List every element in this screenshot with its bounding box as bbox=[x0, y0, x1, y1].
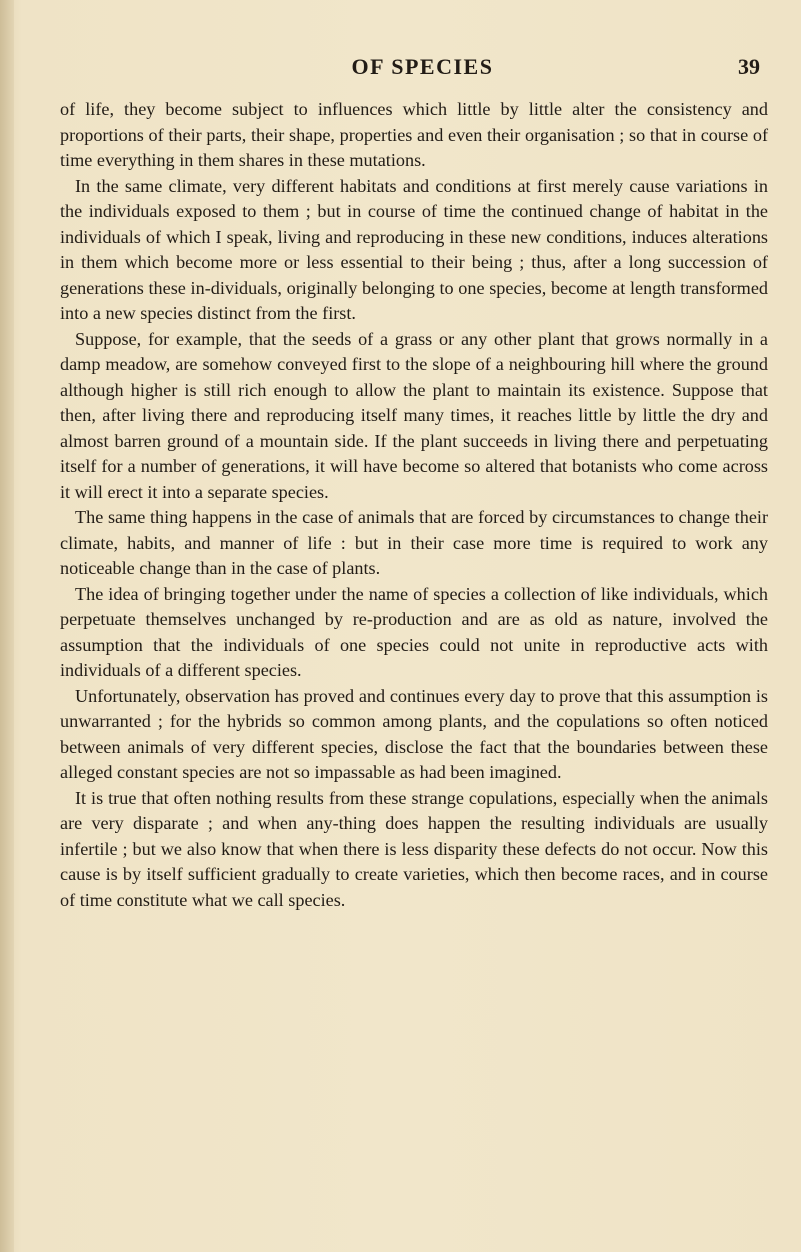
paragraph: The same thing happens in the case of animals that are forced by circumstances to change their climate, habits, and manner of life : but in their case more time is required to work any noticeable change than in the case of plants. bbox=[60, 507, 768, 578]
paragraph: It is true that often nothing results from these strange copulations, especially when the animals are very disparate ; and when any-thing does happen the resulting individuals are usually infertile ; but we also know that when there is less disparity these defects do not occur. Now this cause is by itself sufficient gradually to create varieties, which then become races, and in course of time constitute what we call species. bbox=[60, 787, 768, 910]
page-header bbox=[60, 54, 785, 84]
body-text bbox=[60, 97, 768, 913]
paragraph: Suppose, for example, that the seeds of a grass or any other plant that grows normally in a damp meadow, are somehow conveyed first to the slope of a neighbouring hill where the ground although higher is still rich enough to allow the plant to maintain its existence. Suppose that then, after living there and reproducing itself many times, it reaches little by little the dry and almost barren ground of a mountain side. If the plant succeeds in living there and perpetuating itself for a number of generations, it will have become so altered that botanists who come across it will erect it into a separate species. bbox=[60, 328, 768, 502]
paragraph: Unfortunately, observation has proved and continues every day to prove that this assumption is unwarranted ; for the hybrids so common among plants, and the copulations so often noticed between animals of very different species, disclose the fact that the boundaries between these alleged constant species are not so impassable as had been imagined. bbox=[60, 685, 768, 782]
page-number: 39 bbox=[738, 54, 760, 79]
paragraph: The idea of bringing together under the name of species a collection of like individuals, which perpetuate themselves unchanged by re-production and are as old as nature, involved the assumption that the individuals of one species could not unite in reproductive acts with individuals of a different species. bbox=[60, 583, 768, 680]
paragraph-continuation: of life, they become subject to influences which little by little alter the consistency and proportions of their parts, their shape, properties and even their organisation ; so that in course of time everything in them shares in these mutations. bbox=[60, 99, 768, 170]
running-title: OF SPECIES bbox=[351, 54, 494, 79]
page-gutter bbox=[0, 0, 14, 1252]
paragraph: In the same climate, very different habitats and conditions at first merely cause variations in the individuals exposed to them ; but in course of time the continued change of habitat in the individuals of which I speak, living and reproducing in these new conditions, induces alterations in them which become more or less essential to their being ; thus, after a long succession of generations these in-dividuals, originally belonging to one species, become at length transformed into a new species distinct from the first. bbox=[60, 175, 768, 323]
